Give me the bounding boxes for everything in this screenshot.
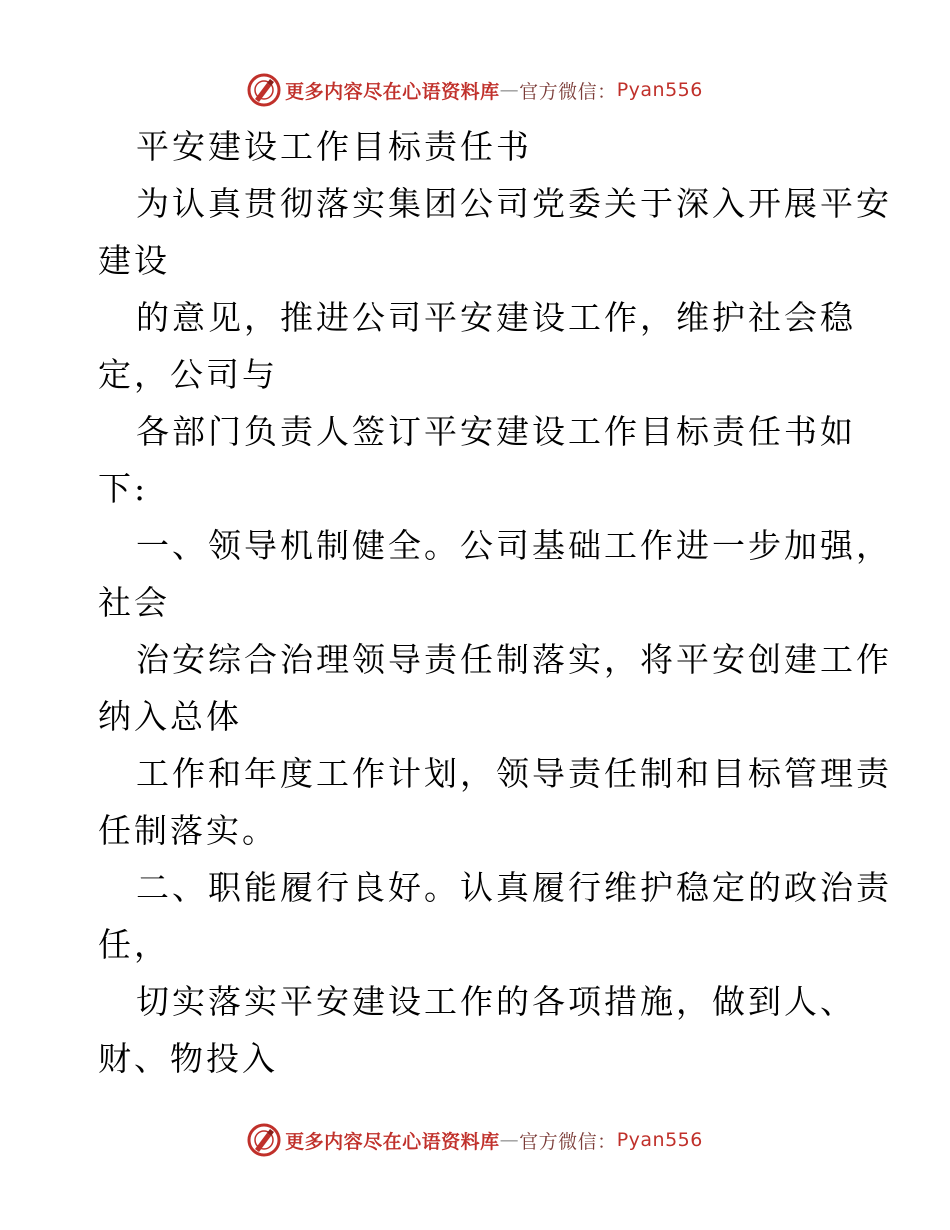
text-line: 下:	[98, 469, 149, 508]
text-line: 一、领导机制健全。公司基础工作进一步加强，	[136, 526, 892, 565]
pen-logo-icon	[247, 73, 281, 107]
banner-separator: —	[499, 79, 520, 101]
text-line: 定，公司与	[98, 355, 278, 394]
banner-contact-value: Pyan556	[616, 1129, 703, 1151]
text-line: 二、职能履行良好。认真履行维护稳定的政治责	[136, 868, 892, 907]
text-line: 任，	[98, 925, 170, 964]
text-line: 社会	[98, 583, 170, 622]
banner-contact-label: 官方微信：	[519, 80, 617, 103]
text-line: 切实落实平安建设工作的各项措施，做到人、	[136, 982, 856, 1021]
text-line: 为认真贯彻落实集团公司党委关于深入开展平安	[136, 184, 892, 223]
text-line: 工作和年度工作计划，领导责任制和目标管理责	[136, 754, 892, 793]
banner-separator: —	[499, 1129, 520, 1151]
text-line: 任制落实。	[98, 811, 278, 850]
text-line: 建设	[98, 241, 170, 280]
pen-logo-icon	[247, 1123, 281, 1157]
footer-banner[interactable]	[0, 1120, 950, 1160]
banner-site-text: 更多内容尽在心语资料库	[285, 1130, 500, 1153]
text-line: 治安综合治理领导责任制落实，将平安创建工作	[136, 640, 892, 679]
banner-site-text: 更多内容尽在心语资料库	[285, 80, 500, 103]
text-line: 各部门负责人签订平安建设工作目标责任书如	[136, 412, 856, 451]
text-line: 平安建设工作目标责任书	[136, 127, 532, 166]
banner-contact-label: 官方微信：	[519, 1130, 617, 1153]
banner-contact-value: Pyan556	[616, 79, 703, 101]
header-banner[interactable]	[0, 70, 950, 110]
document-body	[98, 118, 892, 1087]
text-line: 纳入总体	[98, 697, 242, 736]
text-line: 财、物投入	[98, 1039, 278, 1078]
text-line: 的意见，推进公司平安建设工作，维护社会稳	[136, 298, 856, 337]
